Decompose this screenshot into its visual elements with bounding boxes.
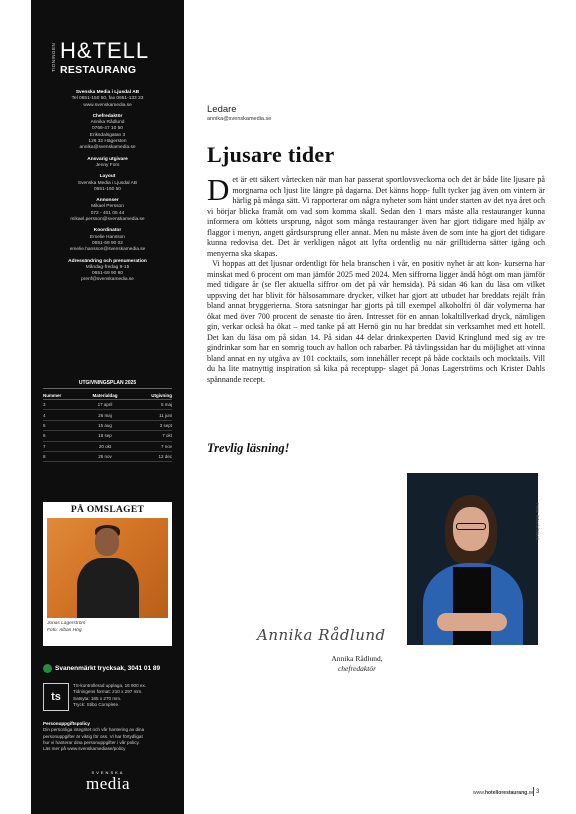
plan-cell: 25 nov bbox=[80, 451, 130, 461]
ts-line: Tidningens format: 210 x 297 mm. bbox=[73, 689, 143, 695]
author-signoff bbox=[317, 654, 397, 674]
section-label: Ledare bbox=[207, 104, 237, 115]
author-role: chefredaktör bbox=[337, 664, 377, 673]
credit-line: 126 32 Hägersten bbox=[88, 139, 127, 145]
credit-line: Svenska Media i Ljusdal AB bbox=[77, 180, 138, 186]
author-email[interactable]: annika@svenskamedia.se bbox=[207, 116, 272, 122]
privacy-policy bbox=[43, 721, 172, 752]
plan-cell: 3 bbox=[43, 400, 80, 410]
credit-line: 0651-69 90 90 bbox=[92, 271, 123, 277]
policy-heading: Personuppgiftspolicy bbox=[43, 721, 90, 726]
article-paragraph: Vi hoppas att det ljusnar ordentligt för hela branschen i vår, en positiv nyhet är att kon- kurserna har minskat med 6 procent om man jämför 2025 med 2024. Men siffrorna ligger ändå högt om man jämför med tidigare år (se fler aktuella siffror om det på vår hemsida). På sidan 46 kan du läsa om vilket uppsving det har blivit för hälsosammare drycker, vilket har gjort att utbudet har breddats rejält från bland annat bryggerierna. Stora satsningar har gjorts på till exempel alkoholfri öl där volymerna har ökat med över 700 procent de senaste tio åren. Intresset för en annan lokaltillverkad dryck, nämligen gin, verkar också ha ökat – med tanke på att Hernö gin nu har breddat sin verksamhet med ett hotell. Det kan du läsa om på sidan 14. På sidan 44 delar drinkexperten David Kringlund med sig av tre gindrinkar som har en somrig touch av hallon och rabarber. På tävlingssidan har du möjlighet att vinna bland annat en ny utgåva av 101 cocktails, som innehåller recept på både cocktails och mocktails. Vill du ha lite matnyttig inspiration så kika på receptupp- slaget på Jonas Lagerströms och Krister Dahls spännande recept. bbox=[207, 259, 545, 384]
plan-title: UTGIVNINGSPLAN 2025 bbox=[43, 380, 172, 389]
cover-box bbox=[43, 502, 172, 646]
cover-photo bbox=[47, 518, 168, 618]
credit-line: www.svenskamedia.se bbox=[83, 102, 132, 108]
publication-plan bbox=[43, 380, 172, 462]
credit-block bbox=[31, 174, 184, 193]
credit-heading: Chefredaktör bbox=[92, 113, 123, 119]
plan-cell: 15 aug bbox=[80, 420, 130, 430]
magazine-logo bbox=[51, 40, 166, 80]
plan-row bbox=[43, 420, 172, 430]
ts-logo: ts bbox=[43, 683, 69, 711]
credit-line: prenf@svenskamedia.se bbox=[81, 277, 134, 283]
policy-line: personuppgifter är viktig för oss. Vi har förtydligat bbox=[43, 733, 143, 739]
plan-cell: 5 maj bbox=[130, 400, 172, 410]
sidebar bbox=[31, 0, 184, 814]
credit-block bbox=[31, 198, 184, 223]
plan-cell: 3 sept bbox=[130, 420, 172, 430]
author-photo bbox=[407, 473, 538, 645]
ts-line: Tryck: Stibo Complete. bbox=[73, 701, 120, 707]
signoff: Trevlig läsning! bbox=[207, 441, 290, 455]
ts-text bbox=[73, 683, 146, 708]
publisher-logo: SVENSKA media bbox=[85, 770, 131, 793]
policy-line: Din personliga integritet och vår hantering av dina bbox=[43, 727, 145, 733]
drop-cap: D bbox=[207, 172, 230, 207]
policy-line: Läs mer på www.svenskamediase/policy bbox=[43, 746, 126, 752]
logo-subtitle: RESTAURANG bbox=[60, 64, 137, 76]
plan-cell: 18 sep bbox=[80, 431, 130, 441]
credit-heading: Adressändring och prenumeration bbox=[68, 258, 147, 264]
article-body bbox=[207, 172, 545, 385]
policy-line: hur vi hanterar dina personuppgifter i vår policy. bbox=[43, 739, 140, 745]
article-title: Ljusare tider bbox=[207, 142, 335, 167]
logo-vertical-text: TIDNINGEN bbox=[51, 42, 56, 72]
plan-cell: 17 april bbox=[80, 400, 130, 410]
credit-block bbox=[31, 114, 184, 152]
cover-title: PÅ OMSLAGET bbox=[70, 505, 145, 515]
credit-line: Annika Rådlund bbox=[90, 120, 125, 126]
credit-line: Emelie Hansson bbox=[90, 234, 125, 240]
credit-line: mikael.persson@svenskamedia.se bbox=[70, 217, 145, 223]
credit-heading: Annonser bbox=[96, 198, 119, 204]
plan-cell: 8 bbox=[43, 451, 80, 461]
plan-row bbox=[43, 410, 172, 420]
editorial bbox=[207, 0, 547, 814]
credit-block bbox=[31, 259, 184, 284]
swan-text: Svanenmärkt trycksak, 3041 01 89 bbox=[55, 664, 161, 672]
credit-heading: Koordinator bbox=[93, 228, 122, 234]
page-number: 3 bbox=[536, 789, 540, 795]
credit-line: Tel 0651-150 50, fax 0651-133 33 bbox=[71, 96, 144, 102]
credit-line: Jenny Fors bbox=[95, 162, 120, 168]
credit-heading: Svenska Media i Ljusdal AB bbox=[75, 90, 140, 95]
credit-block bbox=[31, 90, 184, 109]
plan-row bbox=[43, 431, 172, 441]
swan-icon bbox=[43, 664, 52, 673]
swan-ecolabel bbox=[43, 663, 172, 673]
author-name: Annika Rådlund, bbox=[331, 654, 383, 663]
credit-heading: Layout bbox=[99, 174, 116, 180]
plan-row bbox=[43, 441, 172, 451]
plan-cell: 4 bbox=[43, 410, 80, 420]
credit-line: Eriksdalsgatan 3 bbox=[89, 132, 126, 138]
credit-line: 0651-150 50 bbox=[94, 186, 121, 192]
masthead-credits bbox=[31, 90, 184, 289]
handwritten-signature: Annika Rådlund bbox=[257, 626, 386, 644]
plan-cell: 5 bbox=[43, 420, 80, 430]
credit-line: emelie.hansson@svenskamedia.se bbox=[69, 247, 146, 253]
article-paragraph: Det är ett säkert vårtecken när man har passerat sportlovsveckorna och det är både lite ljusare på morgnarna och ljust lite längre på dagarna. Det känns hopp- fullt tycker jag även om vintern är härlig på många sätt. Vi rapporterar om några nyheter som hänt under starten av det nya året och vi börjar blicka framåt om vad som komma skall. Sedan den 1 mars måste alla restauranger kunna informera om köttets ursprung, något som många restauranger även har gjort tidigare med hjälp av flaggor i menyn, angett gårdsursprung eller annat. Men nu måste även de som inte ha gjort det tidigare kunna redovisa det. Det är verkligen något att lyfta ordentlig nu när grilltiderna sätter igång och menyerna ska skapas. bbox=[207, 172, 545, 258]
footer-divider bbox=[533, 787, 534, 796]
credit-line: 0766-47 10 50 bbox=[92, 126, 123, 132]
ts-line: Satsyta: 185 x 270 mm. bbox=[73, 695, 122, 701]
plan-table bbox=[43, 391, 172, 462]
ts-line: TS-kontrollerad upplaga, 16 900 ex. bbox=[73, 683, 147, 688]
plan-cell: 11 juni bbox=[130, 410, 172, 420]
plan-cell: 7 bbox=[43, 441, 80, 451]
credit-block bbox=[31, 157, 184, 170]
photo-credit: Foto: iStock/Stock bbox=[535, 503, 540, 541]
plan-cell: 20 okt bbox=[80, 441, 130, 451]
plan-cell: 6 bbox=[43, 431, 80, 441]
credit-line: Måndag-fredag 9-15 bbox=[85, 264, 130, 270]
credit-line: 0651-69 90 02 bbox=[92, 240, 123, 246]
plan-cell: 26 maj bbox=[80, 410, 130, 420]
plan-cell: 7 okt bbox=[130, 431, 172, 441]
plan-column-header: Utgivning bbox=[130, 391, 172, 400]
plan-column-header: Materialdag bbox=[80, 391, 130, 400]
plan-cell: 12 dec bbox=[130, 451, 172, 461]
cover-caption: Jonas Lagerström Foto: Alban Hög bbox=[47, 621, 86, 633]
plan-row bbox=[43, 400, 172, 410]
plan-cell: 7 nov bbox=[130, 441, 172, 451]
credit-line: 072 - 401 05 44 bbox=[90, 210, 125, 216]
ts-info bbox=[43, 683, 172, 713]
plan-row bbox=[43, 451, 172, 461]
logo-title: H&TELL bbox=[60, 38, 150, 63]
credit-block bbox=[31, 228, 184, 253]
credit-line: annika@svenskamedia.se bbox=[79, 145, 136, 151]
credit-line: Mikael Persson bbox=[91, 204, 124, 210]
plan-column-header: Nummer bbox=[43, 391, 80, 400]
credit-heading: Ansvarig utgivare bbox=[87, 156, 128, 162]
footer-url[interactable]: www.hotellorestaurang.se bbox=[473, 790, 534, 796]
